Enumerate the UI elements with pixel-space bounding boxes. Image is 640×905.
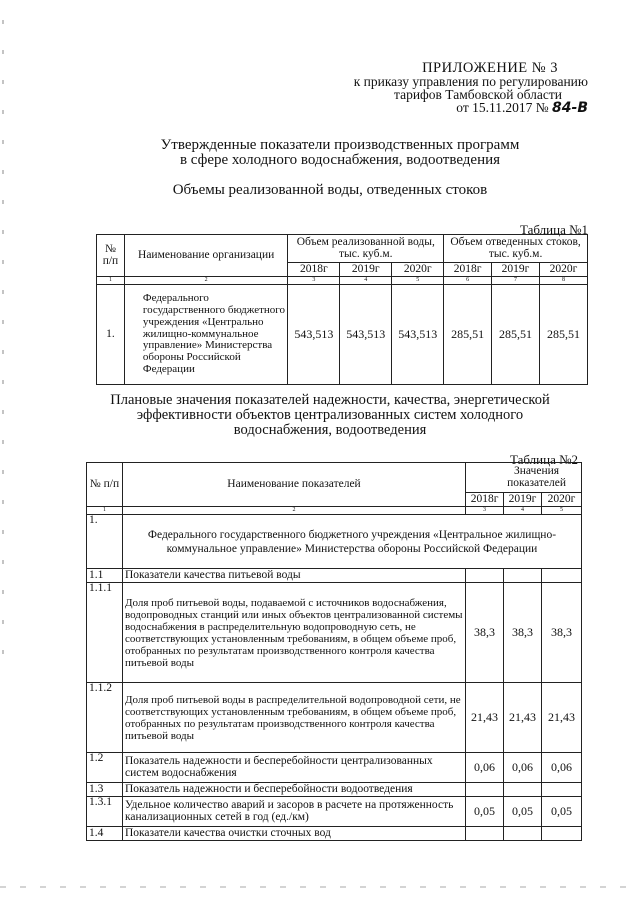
indicator-name: Показатели качества очистки сточных вод	[122, 827, 465, 841]
column-number: 1	[87, 507, 123, 515]
sewage-volume-2018: 285,51	[444, 285, 492, 385]
value-2020: 0,06	[542, 753, 582, 783]
column-number: 8	[539, 277, 587, 285]
row-number: 1.1.1	[87, 583, 123, 683]
table-row	[87, 583, 582, 683]
value-2020	[542, 827, 582, 841]
row-number: 1.	[87, 515, 123, 569]
column-number: 4	[504, 507, 542, 515]
col-header-org: Наименование организации	[124, 235, 288, 277]
section-heading-indicators	[20, 393, 640, 438]
order-date: от 15.11.2017 №	[456, 100, 549, 115]
organization-name: Федерального государственного бюджетного учреждения «Центральное жилищно-коммунальное управление» Министерства обороны Российской Федерации	[122, 515, 581, 569]
column-number: 2	[124, 277, 288, 285]
table-row	[87, 569, 582, 583]
table-row	[87, 827, 582, 841]
row-number: 1.3	[87, 783, 123, 797]
header-line-2: тарифов Тамбовской области	[394, 87, 562, 102]
indicator-name: Показатель надежности и бесперебойности централизованных систем водоснабжения	[122, 753, 465, 783]
value-2019	[504, 783, 542, 797]
row-number: 1.1.2	[87, 683, 123, 753]
indicator-name: Показатель надежности и бесперебойности водоотведения	[122, 783, 465, 797]
value-2018: 0,05	[466, 797, 504, 827]
heading-line-3: водоснабжения, водоотведения	[233, 422, 427, 438]
water-volume-2019: 543,513	[340, 285, 392, 385]
row-number: 1.3.1	[87, 797, 123, 827]
col-header-water: Объем реализованной воды, тыс. куб.м.	[288, 235, 444, 263]
value-2019: 38,3	[504, 583, 542, 683]
row-number: 1.1	[87, 569, 123, 583]
column-number: 1	[97, 277, 125, 285]
value-2019	[504, 827, 542, 841]
row-number: 1.2	[87, 753, 123, 783]
year-header: 2020г	[542, 493, 582, 507]
table1-label: Таблица №1	[520, 222, 589, 237]
indicator-name: Показатели качества питьевой воды	[122, 569, 465, 583]
table-row	[87, 783, 582, 797]
value-2018: 21,43	[466, 683, 504, 753]
indicators-table	[86, 462, 582, 841]
column-number: 7	[492, 277, 540, 285]
heading-line-1: Утвержденные показатели производственных программ	[160, 137, 520, 153]
sewage-volume-2019: 285,51	[492, 285, 540, 385]
value-2020: 21,43	[542, 683, 582, 753]
column-number: 2	[122, 507, 465, 515]
heading-line-2: в сфере холодного водоснабжения, водоотведения	[179, 152, 501, 168]
value-2018	[466, 827, 504, 841]
year-header: 2020г	[392, 263, 444, 277]
table-row	[97, 285, 588, 385]
value-2018	[466, 783, 504, 797]
row-number: 1.	[97, 285, 125, 385]
value-2019: 0,06	[504, 753, 542, 783]
column-number: 3	[466, 507, 504, 515]
appendix-header	[354, 62, 588, 115]
year-header: 2018г	[444, 263, 492, 277]
value-2020	[542, 783, 582, 797]
handwritten-number: 84-В	[552, 100, 588, 116]
water-volume-2018: 543,513	[288, 285, 340, 385]
indicator-name: Удельное количество аварий и засоров в расчете на протяженность канализационных сетей в год (ед./км)	[122, 797, 465, 827]
water-volume-2020: 543,513	[392, 285, 444, 385]
value-2020: 0,05	[542, 797, 582, 827]
table-row	[87, 797, 582, 827]
table-row	[87, 753, 582, 783]
value-2020	[542, 569, 582, 583]
col-header-num: № п/п	[87, 463, 123, 507]
row-number: 1.4	[87, 827, 123, 841]
year-header: 2020г	[539, 263, 587, 277]
section-heading-volumes: Объемы реализованной воды, отведенных стоков	[172, 182, 488, 198]
year-header: 2019г	[504, 493, 542, 507]
appendix-title: ПРИЛОЖЕНИЕ № 3	[422, 60, 558, 76]
scan-margin	[0, 20, 6, 660]
value-2019: 21,43	[504, 683, 542, 753]
value-2018	[466, 569, 504, 583]
col-header-values: Значения показателей	[466, 463, 582, 493]
col-header-num: № п/п	[97, 235, 125, 277]
value-2018: 38,3	[466, 583, 504, 683]
scan-edge-marks	[0, 884, 640, 890]
value-2019: 0,05	[504, 797, 542, 827]
header-line-3	[354, 101, 588, 115]
perforation-marks	[0, 20, 6, 660]
column-number: 3	[288, 277, 340, 285]
value-2019	[504, 569, 542, 583]
organization-name: Федерального государственного бюджетного учреждения «Центрально жилищно-коммунальное управление» Министерства обороны Российской Федерации	[124, 285, 288, 385]
indicator-name: Доля проб питьевой воды, подаваемой с источников водоснабжения, водопроводных станций или иных объектов централизованной системы водоснабжения в распределительную водопроводную сеть, не соответствующих установленным требованиям, в общем объеме проб, отобранных по результатам производственного контроля качества питьевой воды	[122, 583, 465, 683]
heading-line-2: эффективности объектов централизованных систем холодного	[136, 407, 524, 423]
indicator-name: Доля проб питьевой воды в распределительной водопроводной сети, не соответствующих установленным требованиям, в общем объеме проб, отобранных по результатам производственного контроля качества питьевой воды	[122, 683, 465, 753]
table-row	[87, 683, 582, 753]
document-heading	[40, 138, 640, 168]
volumes-table	[96, 234, 588, 385]
col-header-sewage: Объем отведенных стоков, тыс. куб.м.	[444, 235, 588, 263]
year-header: 2018г	[466, 493, 504, 507]
organization-row	[87, 515, 582, 569]
table2-label: Таблица №2	[510, 452, 579, 467]
value-2020: 38,3	[542, 583, 582, 683]
column-number: 5	[542, 507, 582, 515]
year-header: 2018г	[288, 263, 340, 277]
column-number: 5	[392, 277, 444, 285]
heading-line-1: Плановые значения показателей надежности, качества, энергетической	[110, 392, 550, 408]
sewage-volume-2020: 285,51	[539, 285, 587, 385]
column-number: 6	[444, 277, 492, 285]
header-line-1: к приказу управления по регулированию	[353, 74, 588, 89]
column-number: 4	[340, 277, 392, 285]
value-2018: 0,06	[466, 753, 504, 783]
col-header-indicator: Наименование показателей	[122, 463, 465, 507]
year-header: 2019г	[340, 263, 392, 277]
year-header: 2019г	[492, 263, 540, 277]
